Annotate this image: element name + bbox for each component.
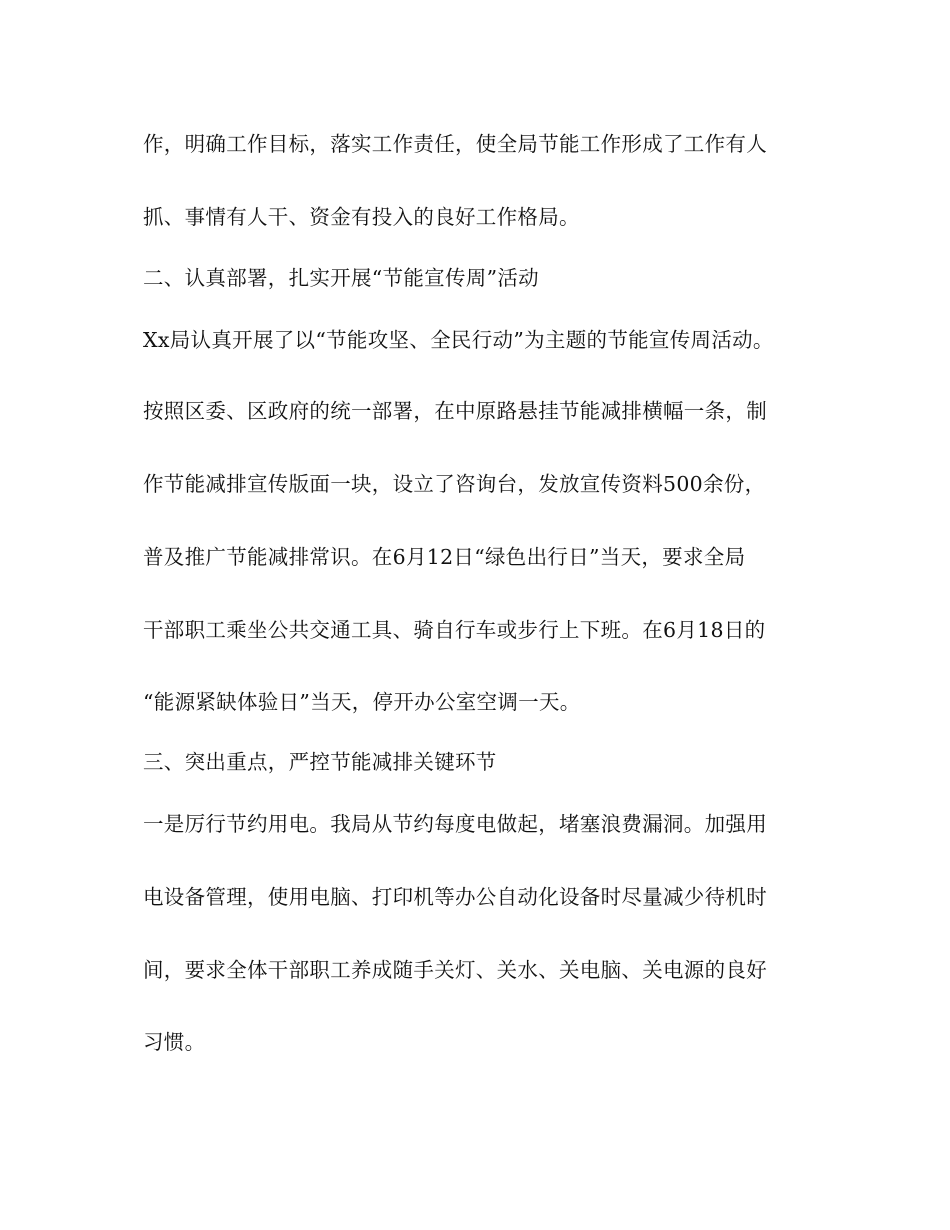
paragraph-line: 电设备管理，使用电脑、打印机等办公自动化设备时尽量减少待机时	[143, 885, 767, 909]
paragraph-line: 习惯。	[143, 1030, 206, 1054]
paragraph-line: 按照区委、区政府的统一部署，在中原路悬挂节能减排横幅一条，制	[143, 399, 767, 423]
paragraph-line: 抓、事情有人干、资金有投入的良好工作格局。	[143, 205, 580, 229]
paragraph-line: 作，明确工作目标，落实工作责任，使全局节能工作形成了工作有人	[143, 132, 767, 156]
paragraph-line: 间，要求全体干部职工养成随手关灯、关水、关电脑、关电源的良好	[143, 958, 767, 982]
section-heading-3: 三、突出重点，严控节能减排关键环节	[143, 750, 497, 774]
section-heading-2: 二、认真部署，扎实开展“节能宣传周”活动	[143, 266, 539, 290]
paragraph-line: 干部职工乘坐公共交通工具、骑自行车或步行上下班。在6月18日的	[143, 618, 766, 642]
paragraph-line: 一是厉行节约用电。我局从节约每度电做起，堵塞浪费漏洞。加强用	[143, 812, 767, 836]
paragraph-line: “能源紧缺体验日”当天，停开办公室空调一天。	[143, 690, 581, 714]
paragraph-line: 作节能减排宣传版面一块，设立了咨询台，发放宣传资料500余份，	[143, 472, 766, 496]
paragraph-line: 普及推广节能减排常识。在6月12日“绿色出行日”当天，要求全局	[143, 545, 746, 569]
paragraph-line: Xx局认真开展了以“节能攻坚、全民行动”为主题的节能宣传周活动。	[143, 328, 774, 352]
